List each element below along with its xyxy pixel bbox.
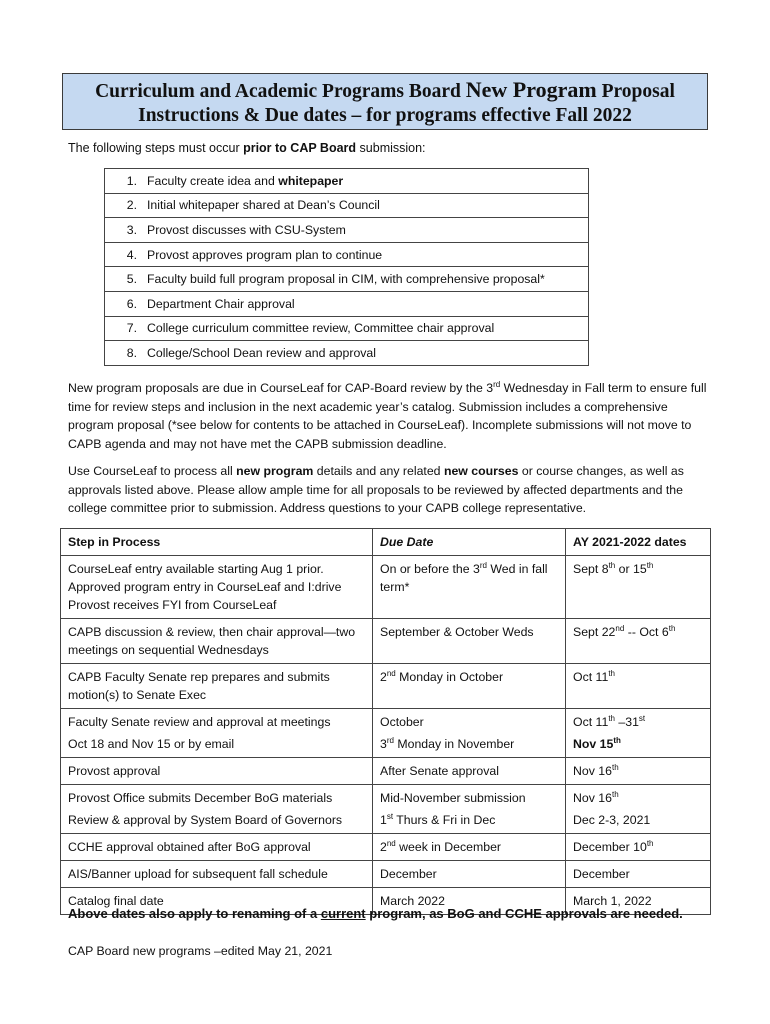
table-row: Review & approval by System Board of Governors 1st Thurs & Fri in Dec Dec 2-3, 2021 — [61, 809, 711, 834]
header-step: Step in Process — [61, 529, 373, 556]
renaming-note: Above dates also apply to renaming of a current program, as BoG and CCHE approvals are needed. — [68, 906, 683, 921]
title-line-1: Curriculum and Academic Programs Board New Program Proposal — [95, 77, 675, 102]
intro-text: The following steps must occur prior to CAP Board submission: — [68, 141, 426, 155]
step-row: 8. College/School Dean review and approval — [105, 341, 589, 366]
header-ay-dates: AY 2021-2022 dates — [566, 529, 711, 556]
table-row: CCHE approval obtained after BoG approval 2nd week in December December 10th — [61, 834, 711, 861]
table-row: AIS/Banner upload for subsequent fall schedule December December — [61, 861, 711, 888]
table-row: Faculty Senate review and approval at meetings October Oct 11th –31st — [61, 709, 711, 734]
table-row: CAPB discussion & review, then chair approval—two meetings on sequential Wednesdays September & October Weds Sept 22nd -- Oct 6th — [61, 619, 711, 664]
title-line-2: Instructions & Due dates – for programs effective Fall 2022 — [138, 105, 632, 126]
table-row: Provost approval After Senate approval Nov 16th — [61, 758, 711, 785]
step-row: 5. Faculty build full program proposal in CIM, with comprehensive proposal* — [105, 267, 589, 292]
table-row: Oct 18 and Nov 15 or by email 3rd Monday in November Nov 15th — [61, 733, 711, 758]
table-row: Catalog final date March 2022 March 1, 2022 — [61, 888, 711, 915]
page-footer: CAP Board new programs –edited May 21, 2021 — [68, 944, 333, 958]
header-due-date: Due Date — [373, 529, 566, 556]
table-row: CourseLeaf entry available starting Aug 1 prior. Approved program entry in CourseLeaf and I:drive Provost receives FYI from CourseLeaf On or before the 3rd Wed in fall term* Sept 8th or 15th — [61, 556, 711, 619]
step-row: 7. College curriculum committee review, Committee chair approval — [105, 316, 589, 341]
deadline-paragraph: New program proposals are due in CourseLeaf for CAP-Board review by the 3rd Wednesday in Fall term to ensure full time for review steps and inclusion in the next academic year’s catalog. Submission includes a comprehensive program proposal (*see below for contents to be attached in CourseLeaf). Incomplete submissions will not move to CAPB agenda and may not have met the CAPB submission deadline. — [68, 380, 707, 451]
step-row: 4. Provost approves program plan to continue — [105, 242, 589, 267]
schedule-header-row — [61, 529, 711, 556]
step-row: 1. Faculty create idea and whitepaper — [105, 169, 589, 194]
step-row: 2. Initial whitepaper shared at Dean’s Council — [105, 193, 589, 218]
table-row: Provost Office submits December BoG materials Mid-November submission Nov 16th — [61, 785, 711, 810]
courseleaf-paragraph: Use CourseLeaf to process all new program details and any related new courses or course changes, as well as approvals listed above. Please allow ample time for all proposals to be reviewed by affected departments and the college committee prior to submission. Address questions to your CAPB college representative. — [68, 464, 684, 515]
step-row: 6. Department Chair approval — [105, 291, 589, 316]
step-row: 3. Provost discusses with CSU-System — [105, 218, 589, 243]
steps-table — [104, 168, 589, 366]
table-row: CAPB Faculty Senate rep prepares and submits motion(s) to Senate Exec 2nd Monday in October Oct 11th — [61, 664, 711, 709]
schedule-table — [60, 528, 711, 915]
document-title — [62, 73, 708, 130]
